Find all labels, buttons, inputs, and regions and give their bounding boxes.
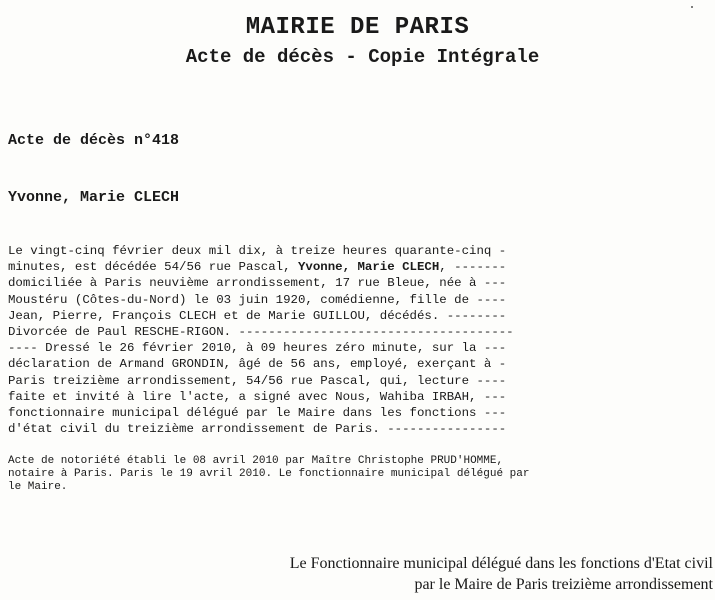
- note-line: Acte de notoriété établi le 08 avril 2010 par Maître Christophe PRUD'HOMME,: [8, 455, 504, 467]
- body-line: faite et invité à lire l'acte, a signé avec Nous, Wahiba IRBAH, ---: [8, 389, 507, 404]
- body-line: d'état civil du treizième arrondissement de Paris. ----------------: [8, 422, 507, 437]
- body-line: fonctionnaire municipal délégué par le Maire dans les fonctions ---: [8, 406, 507, 421]
- act-body-text: [8, 243, 598, 437]
- body-line: [8, 259, 598, 275]
- body-text: minutes, est décédée 54/56 rue Pascal,: [8, 260, 298, 275]
- body-line: Moustéru (Côtes-du-Nord) le 03 juin 1920, comédienne, fille de ----: [8, 292, 507, 307]
- note-line: le Maire.: [8, 481, 68, 493]
- scan-speck: [691, 6, 693, 8]
- body-text: , -------: [439, 260, 507, 275]
- body-line: ---- Dressé le 26 février 2010, à 09 heures zéro minute, sur la ---: [8, 341, 507, 356]
- body-line: Jean, Pierre, François CLECH et de Marie GUILLOU, décédés. --------: [8, 308, 507, 323]
- act-number-heading: Acte de décès n°418: [8, 132, 180, 149]
- signature-line: Le Fonctionnaire municipal délégué dans les fonctions d'Etat civil: [289, 555, 713, 572]
- body-line: domiciliée à Paris neuvième arrondissement, 17 rue Bleue, née à ---: [8, 276, 507, 291]
- body-line: Paris treizième arrondissement, 54/56 rue Pascal, qui, lecture ----: [8, 373, 507, 388]
- document-subtitle: Acte de décès - Copie Intégrale: [185, 46, 540, 68]
- document-title: MAIRIE DE PARIS: [245, 14, 470, 41]
- body-line: déclaration de Armand GRONDIN, âgé de 56 ans, employé, exerçant à -: [8, 357, 507, 372]
- body-line: Le vingt-cinq février deux mil dix, à treize heures quarante-cinq -: [8, 244, 507, 258]
- body-line: Divorcée de Paul RESCHE-RIGON. -------------------------------------: [8, 325, 514, 340]
- body-name-bold: Yvonne, Marie CLECH: [298, 260, 440, 275]
- deceased-name-heading: Yvonne, Marie CLECH: [8, 189, 180, 206]
- signature-block: [290, 553, 713, 595]
- note-line: notaire à Paris. Paris le 19 avril 2010. Le fonctionnaire municipal délégué par: [8, 468, 530, 480]
- signature-line: par le Maire de Paris treizième arrondissement: [414, 576, 713, 593]
- notoriety-note: [8, 455, 608, 494]
